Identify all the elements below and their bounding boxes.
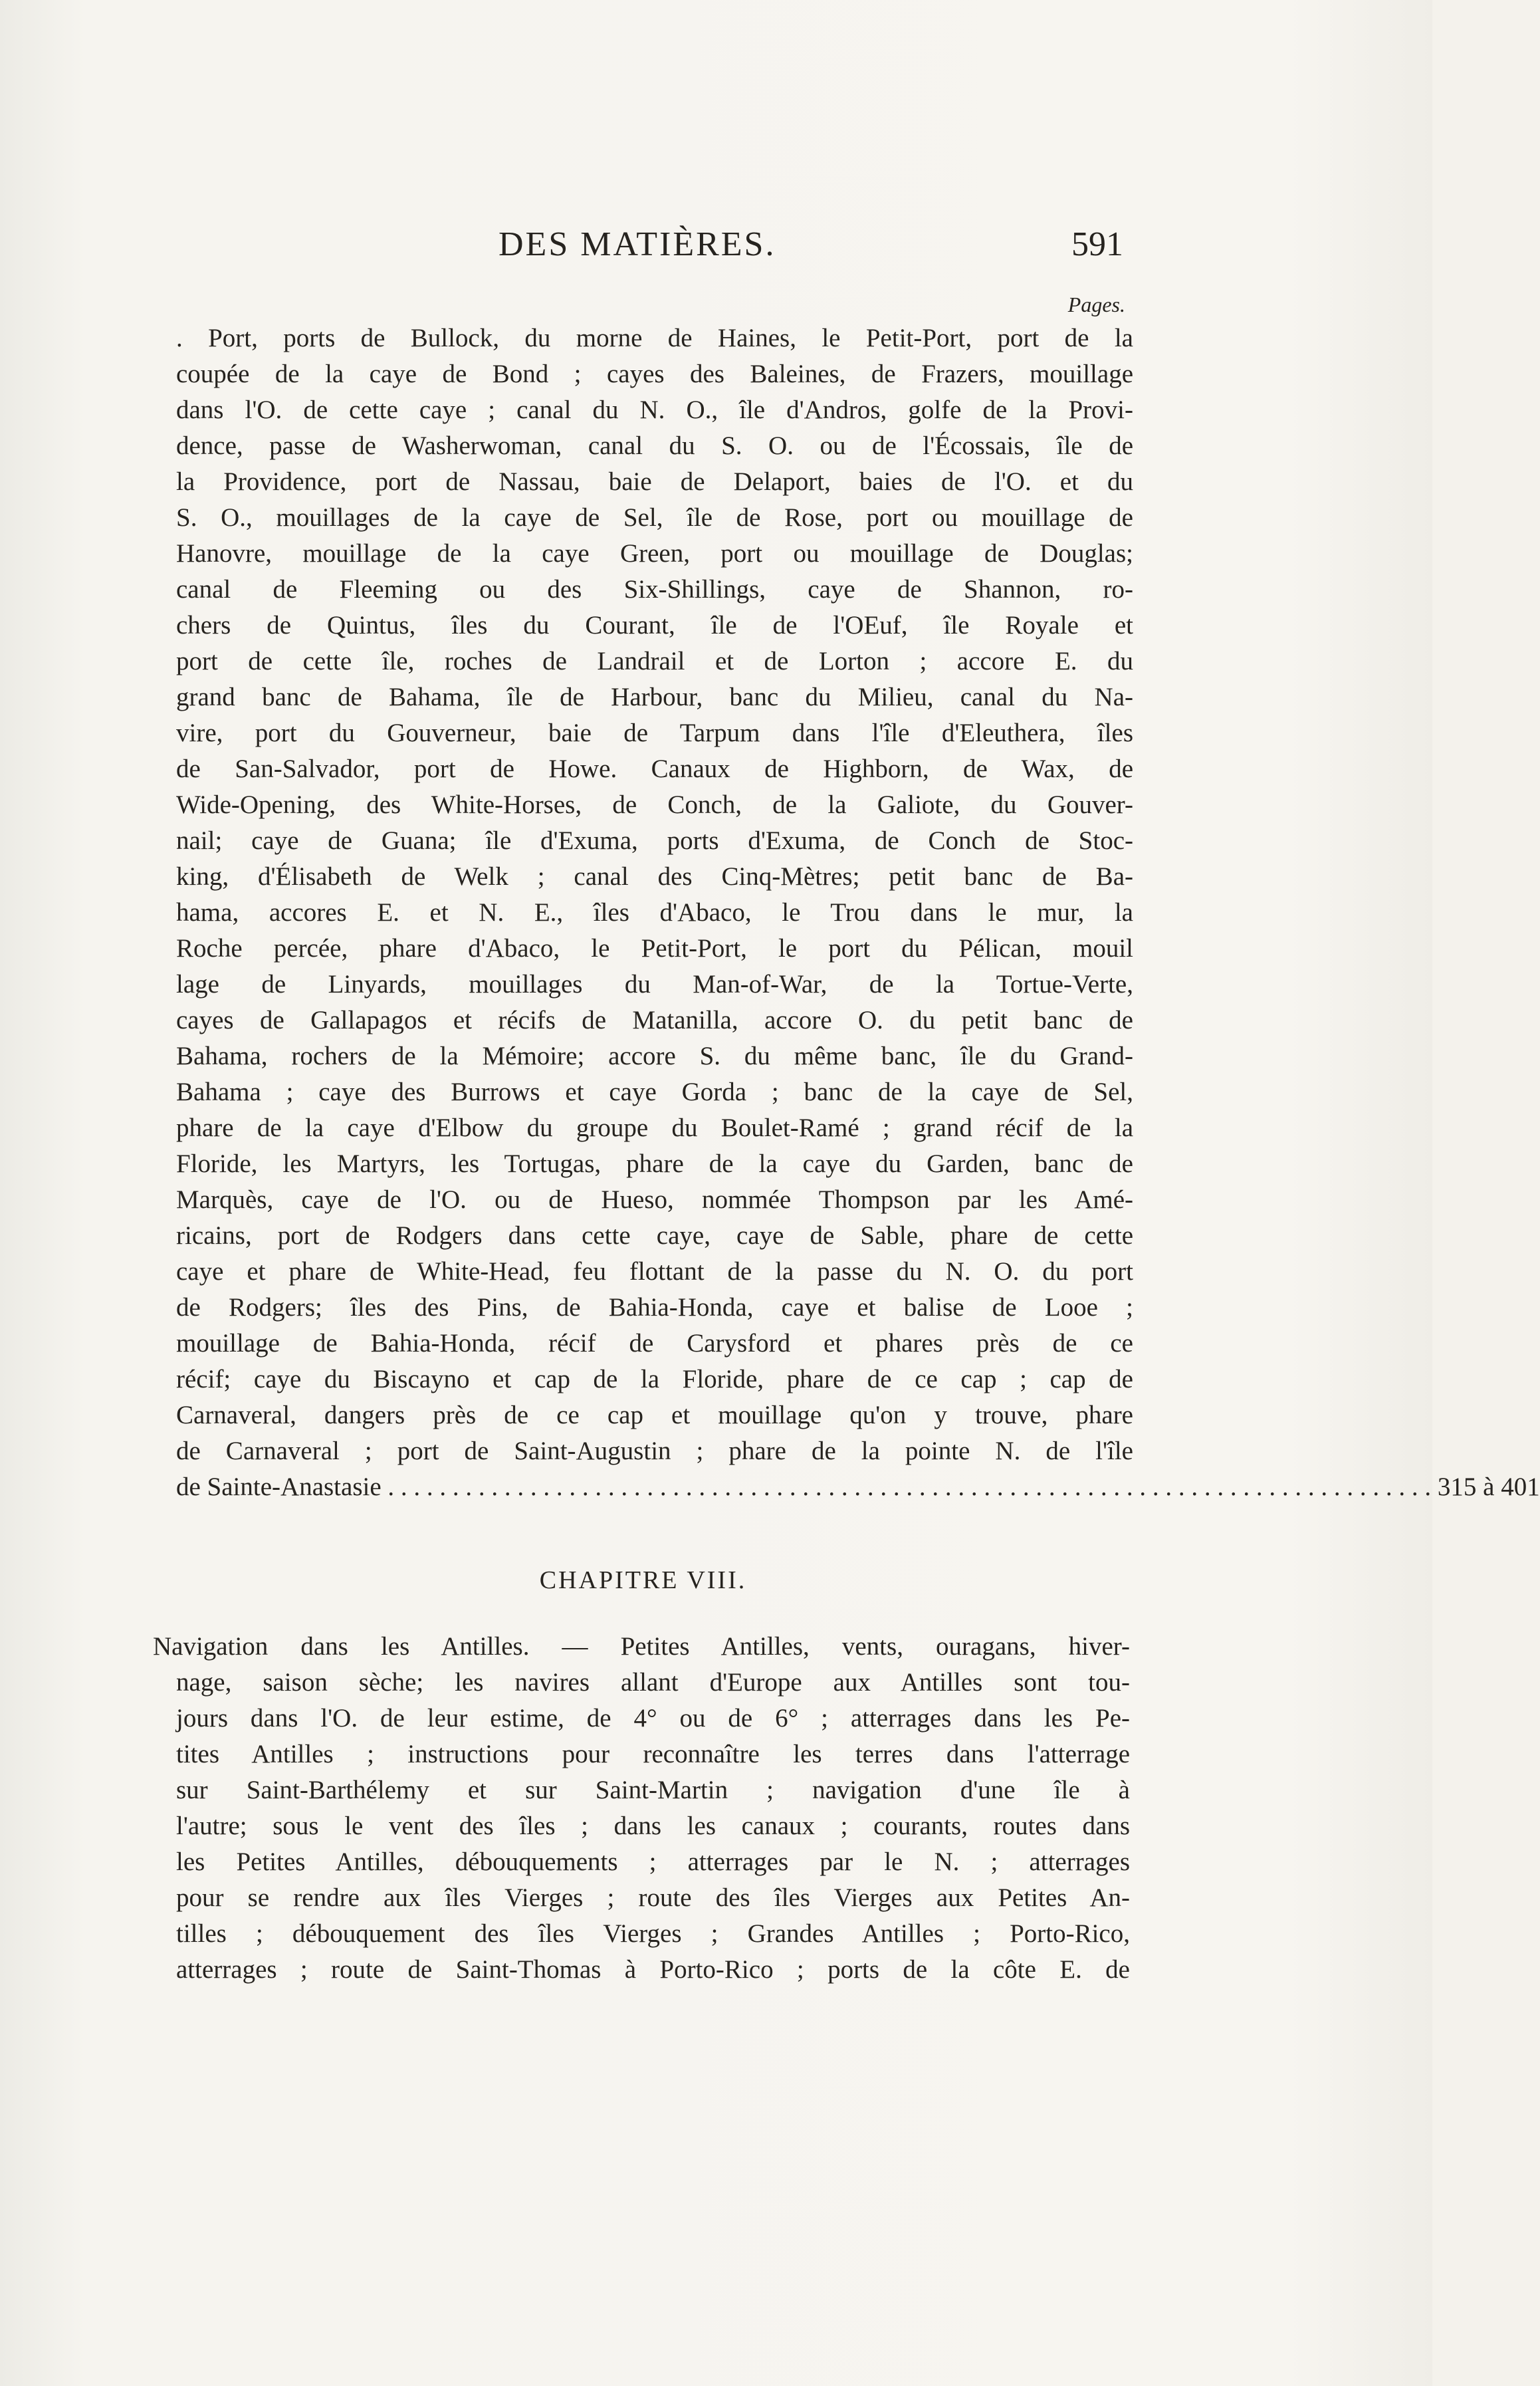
entry-line: de San-Salvador, port de Howe. Canaux de Highborn, de Wax, de — [176, 755, 1133, 783]
entry-line: récif; caye du Biscayno et cap de la Floride, phare de ce cap ; cap de — [176, 1365, 1133, 1393]
entry-line: phare de la caye d'Elbow du groupe du Boulet-Ramé ; grand récif de la — [176, 1114, 1133, 1142]
entry-line: nail; caye de Guana; île d'Exuma, ports d'Exuma, de Conch de Stoc- — [176, 826, 1133, 855]
entry-line: S. O., mouillages de la caye de Sel, île de Rose, port ou mouillage de — [176, 503, 1133, 532]
chapter-title: CHAPITRE VIII. — [539, 1566, 747, 1594]
entry-last-line-text: de Sainte-Anastasie — [176, 1473, 382, 1501]
running-head-title: DES MATIÈRES. — [498, 225, 776, 263]
entry-line: Floride, les Martyrs, les Tortugas, phare de la caye du Garden, banc de — [176, 1149, 1133, 1178]
page-range: 315 à 401 — [1437, 1473, 1540, 1501]
entry-line: Wide-Opening, des White-Horses, de Conch, de la Galiote, du Gouver- — [176, 790, 1133, 819]
entry-line: Bahama, rochers de la Mémoire; accore S. du même banc, île du Grand- — [176, 1042, 1133, 1070]
entry-line: pour se rendre aux îles Vierges ; route des îles Vierges aux Petites An- — [176, 1883, 1130, 1912]
entry-line: hama, accores E. et N. E., îles d'Abaco, le Trou dans le mur, la — [176, 898, 1133, 927]
entry-line: caye et phare de White-Head, feu flottant de la passe du N. O. du port — [176, 1257, 1133, 1286]
entry-line: de Rodgers; îles des Pins, de Bahia-Honda, caye et balise de Looe ; — [176, 1293, 1133, 1322]
entry-line: ricains, port de Rodgers dans cette caye, caye de Sable, phare de cette — [176, 1221, 1133, 1250]
pages-column-label: Pages. — [1067, 293, 1125, 316]
entry-line: nage, saison sèche; les navires allant d'Europe aux Antilles sont tou- — [176, 1668, 1130, 1697]
entry-line: l'autre; sous le vent des îles ; dans les canaux ; courants, routes dans — [176, 1812, 1130, 1840]
entry-line: Navigation dans les Antilles. — Petites Antilles, vents, ouragans, hiver- — [153, 1632, 1130, 1661]
entry-line: coupée de la caye de Bond ; cayes des Baleines, de Frazers, mouillage — [176, 360, 1133, 388]
entry-line: jours dans l'O. de leur estime, de 4° ou de 6° ; atterrages dans les Pe- — [176, 1704, 1130, 1732]
entry-line: atterrages ; route de Saint-Thomas à Porto-Rico ; ports de la côte E. de — [176, 1955, 1130, 1984]
entry-line: tilles ; débouquement des îles Vierges ; Grandes Antilles ; Porto-Rico, — [176, 1919, 1130, 1948]
entry-line: Hanovre, mouillage de la caye Green, port ou mouillage de Douglas; — [176, 539, 1133, 568]
page-number: 591 — [1071, 225, 1123, 263]
entry-line: canal de Fleeming ou des Six-Shillings, caye de Shannon, ro- — [176, 575, 1133, 604]
entry-line: tites Antilles ; instructions pour reconnaître les terres dans l'atterrage — [176, 1740, 1130, 1768]
chapter-heading — [0, 1566, 1432, 1595]
entry-line: la Providence, port de Nassau, baie de Delaport, baies de l'O. et du — [176, 467, 1133, 496]
entry-last-line — [176, 1469, 1540, 1505]
index-entry-chapter-vii — [176, 320, 1540, 1505]
entry-line: Bahama ; caye des Burrows et caye Gorda ; banc de la caye de Sel, — [176, 1078, 1133, 1106]
entry-line: mouillage de Bahia-Honda, récif de Carysford et phares près de ce — [176, 1329, 1133, 1358]
entry-line: dans l'O. de cette caye ; canal du N. O., île d'Andros, golfe de la Provi- — [176, 396, 1133, 424]
running-head — [166, 225, 1123, 278]
entry-line: port de cette île, roches de Landrail et de Lorton ; accore E. du — [176, 647, 1133, 675]
entry-line: lage de Linyards, mouillages du Man-of-War, de la Tortue-Verte, — [176, 970, 1133, 999]
entry-line: Carnaveral, dangers près de ce cap et mouillage qu'on y trouve, phare — [176, 1401, 1133, 1429]
entry-line: les Petites Antilles, débouquements ; atterrages par le N. ; atterrages — [176, 1848, 1130, 1876]
entry-line: sur Saint-Barthélemy et sur Saint-Martin ; navigation d'une île à — [176, 1776, 1130, 1804]
entry-line: vire, port du Gouverneur, baie de Tarpum dans l'île d'Eleuthera, îles — [176, 719, 1133, 747]
entry-line: king, d'Élisabeth de Welk ; canal des Cinq-Mètres; petit banc de Ba- — [176, 862, 1133, 891]
entry-line: dence, passe de Washerwoman, canal du S. O. ou de l'Écossais, île de — [176, 431, 1133, 460]
entry-line: . Port, ports de Bullock, du morne de Haines, le Petit-Port, port de la — [176, 324, 1133, 352]
entry-line: cayes de Gallapagos et récifs de Matanilla, accore O. du petit banc de — [176, 1006, 1133, 1034]
dot-leader — [387, 1473, 1431, 1501]
entry-line: grand banc de Bahama, île de Harbour, banc du Milieu, canal du Na- — [176, 683, 1133, 711]
entry-line: chers de Quintus, îles du Courant, île de l'OEuf, île Royale et — [176, 611, 1133, 640]
entry-line: de Carnaveral ; port de Saint-Augustin ; phare de la pointe N. de l'île — [176, 1437, 1133, 1465]
entry-line: Roche percée, phare d'Abaco, le Petit-Port, le port du Pélican, mouil — [176, 934, 1133, 963]
index-entry-chapter-viii — [153, 1629, 1130, 1988]
entry-line: Marquès, caye de l'O. ou de Hueso, nommée Thompson par les Amé- — [176, 1185, 1133, 1214]
